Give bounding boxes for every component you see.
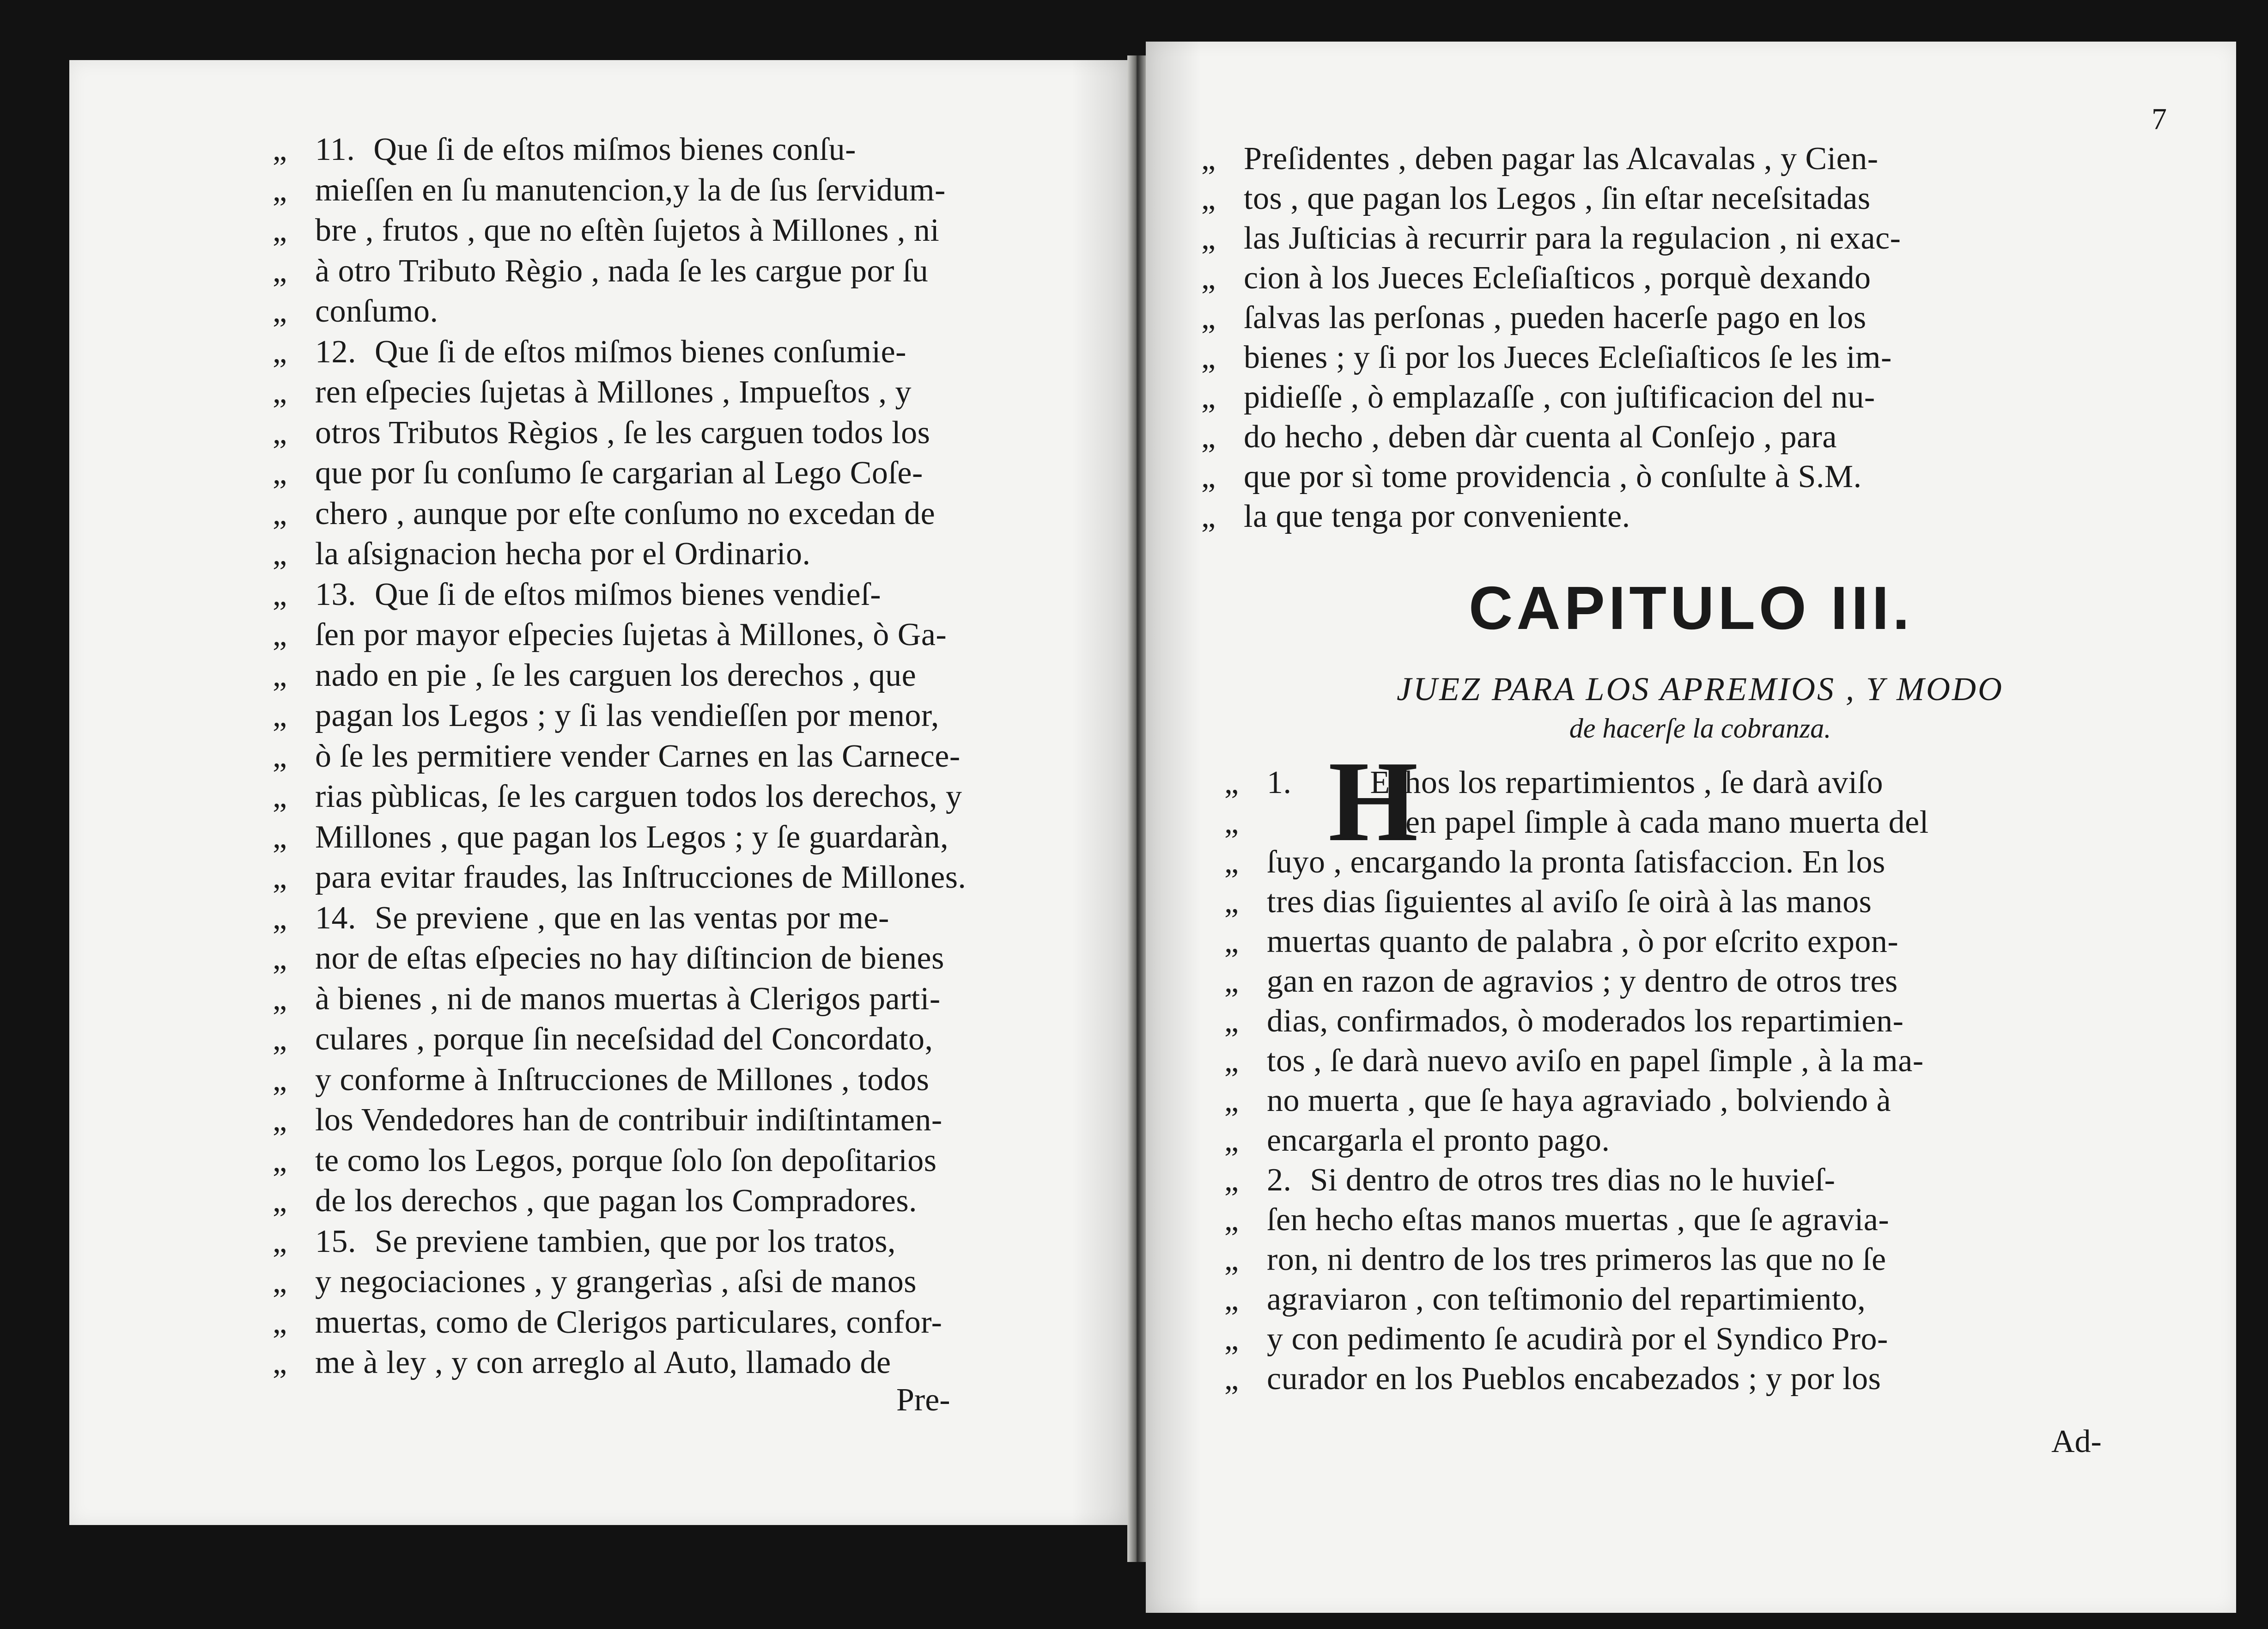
quote-mark: „	[273, 738, 287, 774]
quote-mark: „	[273, 1021, 287, 1057]
text-line	[1224, 921, 1898, 962]
quote-mark: „	[273, 1102, 287, 1138]
line-text: à bienes , ni de manos muertas à Clerigos parti-	[315, 981, 941, 1017]
paragraph-number: 13.	[315, 576, 356, 612]
text-line	[273, 857, 966, 898]
text-line	[273, 1060, 929, 1100]
quote-mark: „	[1201, 141, 1216, 177]
quote-mark: „	[273, 860, 287, 895]
line-text: Preſidentes , deben pagar las Alcavalas , y Cien-	[1244, 141, 1879, 177]
quote-mark: „	[1201, 300, 1216, 336]
line-text: y negociaciones , y grangerìas , aſsi de manos	[315, 1264, 917, 1300]
line-text: Se previene , que en las ventas por me-	[375, 900, 889, 936]
text-line	[1224, 1001, 1903, 1042]
quote-mark: „	[273, 617, 287, 653]
quote-mark: „	[273, 495, 287, 531]
quote-mark: „	[273, 132, 287, 167]
text-line	[273, 1302, 942, 1343]
text-line	[273, 210, 939, 251]
quote-mark: „	[1224, 765, 1239, 800]
quote-mark: „	[273, 1304, 287, 1340]
text-line	[273, 736, 961, 777]
quote-mark: „	[1201, 181, 1216, 216]
chapter-title: CAPITULO III.	[1469, 574, 1913, 642]
text-line	[1224, 1239, 1886, 1280]
quote-mark: „	[1224, 1321, 1239, 1357]
line-text: dias, confirmados, ò moderados los repartimien-	[1267, 1003, 1904, 1039]
text-line	[1201, 377, 1875, 418]
quote-mark: „	[1224, 1242, 1239, 1277]
paragraph-number: 12.	[315, 334, 356, 370]
text-line	[273, 1019, 933, 1060]
text-line	[273, 534, 811, 574]
quote-mark: „	[273, 455, 287, 491]
paragraph-number: 1.	[1267, 765, 1292, 800]
line-text: Echos los repartimientos , ſe darà aviſo	[1370, 765, 1884, 800]
line-text: de los derechos , que pagan los Compradores.	[315, 1183, 918, 1219]
quote-mark: „	[273, 900, 287, 936]
line-text: y conforme à Inſtrucciones de Millones , todos	[315, 1062, 930, 1098]
text-line	[1224, 882, 1872, 922]
right-catchword: Ad-	[2051, 1424, 2102, 1459]
text-line	[1224, 1080, 1891, 1121]
text-line	[273, 776, 962, 817]
quote-mark: „	[273, 1223, 287, 1259]
text-line	[273, 574, 881, 615]
text-line	[273, 1141, 937, 1181]
line-text: ſen hecho eſtas manos muertas , que ſe agravia-	[1267, 1202, 1890, 1238]
line-text: los Vendedores han de contribuir indiſtintamen-	[315, 1102, 942, 1138]
text-line	[273, 696, 939, 736]
line-text: bre , frutos , que no eſtèn ſujetos à Millones , ni	[315, 213, 940, 248]
quote-mark: „	[273, 1264, 287, 1300]
right-page	[1146, 42, 2236, 1613]
line-text: tos , ſe darà nuevo aviſo en papel ſimple , à la ma-	[1267, 1043, 1924, 1079]
quote-mark: „	[1224, 1162, 1239, 1198]
text-line	[273, 938, 944, 979]
text-line	[1201, 178, 1871, 219]
line-text: ſalvas las perſonas , pueden hacerſe pago en los	[1244, 300, 1867, 336]
text-line	[1224, 763, 1883, 803]
text-line	[273, 332, 906, 372]
text-line	[1224, 961, 1898, 1002]
line-text: para evitar fraudes, las Inſtrucciones de Millones.	[315, 860, 967, 895]
quote-mark: „	[273, 293, 287, 329]
paragraph-number: 2.	[1267, 1162, 1292, 1198]
line-text: no muerta , que ſe haya agraviado , bolviendo à	[1267, 1083, 1891, 1118]
text-line	[1201, 496, 1630, 537]
line-text: que por ſu conſumo ſe cargarian al Lego Coſe-	[315, 455, 923, 491]
paragraph-number: 11.	[315, 132, 355, 167]
quote-mark: „	[1201, 379, 1216, 415]
text-line	[1224, 1041, 1924, 1081]
left-catchword: Pre-	[896, 1382, 950, 1418]
quote-mark: „	[1201, 499, 1216, 534]
quote-mark: „	[1201, 419, 1216, 455]
line-text: Que ſi de eſtos miſmos bienes conſumie-	[375, 334, 906, 370]
text-line	[1201, 417, 1837, 458]
line-text: la aſsignacion hecha por el Ordinario.	[315, 536, 811, 572]
line-text: otros Tributos Règios , ſe les carguen todos los	[315, 415, 930, 451]
line-text: pidieſſe , ò emplazaſſe , con juſtificacion del nu-	[1244, 379, 1875, 415]
line-text: tos , que pagan los Legos , ſin eſtar neceſsitadas	[1244, 181, 1871, 216]
text-line	[273, 979, 941, 1019]
text-line	[1224, 1200, 1889, 1240]
line-text: y con pedimento ſe acudirà por el Syndico Pro-	[1267, 1321, 1888, 1357]
line-text: do hecho , deben dàr cuenta al Conſejo , para	[1244, 419, 1837, 455]
line-text: rias pùblicas, ſe les carguen todos los derechos, y	[315, 779, 962, 814]
quote-mark: „	[1201, 340, 1216, 375]
quote-mark: „	[273, 779, 287, 814]
text-line	[1224, 842, 1885, 883]
quote-mark: „	[273, 657, 287, 693]
text-line	[273, 615, 947, 655]
text-line	[1224, 1359, 1881, 1399]
text-line	[1201, 337, 1892, 378]
text-line	[1224, 1120, 1610, 1161]
text-line	[273, 494, 935, 534]
text-line	[273, 898, 889, 939]
quote-mark: „	[1201, 220, 1216, 256]
line-text: ò ſe les permitiere vender Carnes en las Carnece-	[315, 738, 961, 774]
line-text: las Juſticias à recurrir para la regulacion , ni exac-	[1244, 220, 1901, 256]
quote-mark: „	[273, 213, 287, 248]
quote-mark: „	[273, 374, 287, 410]
line-text: ſen por mayor eſpecies ſujetas à Millones, ò Ga-	[315, 617, 947, 653]
text-line	[1201, 457, 1862, 497]
quote-mark: „	[1224, 924, 1239, 959]
quote-mark: „	[273, 819, 287, 855]
chapter-subtitle-line2: de hacerſe la cobranza.	[1569, 713, 1831, 744]
quote-mark: „	[1224, 1003, 1239, 1039]
line-text: curador en los Pueblos encabezados ; y por los	[1267, 1361, 1881, 1397]
paragraph-number: 14.	[315, 900, 356, 936]
line-text: me à ley , y con arreglo al Auto, llamado de	[315, 1345, 891, 1380]
quote-mark: „	[1224, 844, 1239, 880]
line-text: encargarla el pronto pago.	[1267, 1123, 1610, 1158]
quote-mark: „	[273, 576, 287, 612]
text-line	[1224, 802, 1929, 843]
text-line	[273, 817, 949, 858]
quote-mark: „	[273, 1345, 287, 1380]
line-text: mieſſen en ſu manutencion,y la de ſus ſervidum-	[315, 172, 946, 208]
line-text: nor de eſtas eſpecies no hay diſtincion de bienes	[315, 940, 944, 976]
quote-mark: „	[1224, 1361, 1239, 1397]
quote-mark: „	[1201, 260, 1216, 296]
text-line	[1201, 298, 1867, 338]
text-line	[273, 1342, 891, 1383]
line-text: tres dias ſiguientes al aviſo ſe oirà à las manos	[1267, 884, 1872, 920]
left-page	[69, 60, 1127, 1525]
text-line	[273, 1181, 917, 1221]
drop-cap: H	[1328, 738, 1418, 866]
quote-mark: „	[1224, 805, 1239, 840]
text-line	[273, 251, 928, 292]
line-text: à otro Tributo Règio , nada ſe les cargue por ſu	[315, 253, 929, 289]
text-line	[273, 291, 438, 332]
line-text: ſuyo , encargando la pronta ſatisfaccion. En los	[1267, 844, 1885, 880]
line-text: la que tenga por conveniente.	[1244, 499, 1630, 534]
line-text: agraviaron , con teſtimonio del repartimiento,	[1267, 1281, 1866, 1317]
quote-mark: „	[273, 1183, 287, 1219]
quote-mark: „	[1224, 1043, 1239, 1079]
quote-mark: „	[273, 536, 287, 572]
line-text: Se previene tambien, que por los tratos,	[375, 1223, 896, 1259]
text-line	[1224, 1160, 1835, 1201]
line-text: Que ſi de eſtos miſmos bienes vendieſ-	[375, 576, 882, 612]
line-text: muertas quanto de palabra , ò por eſcrito expon-	[1267, 924, 1899, 959]
text-line	[273, 372, 912, 413]
quote-mark: „	[1224, 1123, 1239, 1158]
line-text: chero , aunque por eſte conſumo no excedan de	[315, 495, 936, 531]
text-line	[273, 170, 946, 211]
text-line	[1201, 218, 1901, 259]
quote-mark: „	[1224, 1281, 1239, 1317]
quote-mark: „	[273, 253, 287, 289]
quote-mark: „	[1224, 964, 1239, 999]
line-text: Que ſi de eſtos miſmos bienes conſu-	[373, 132, 856, 167]
line-text: cion à los Jueces Ecleſiaſticos , porquè dexando	[1244, 260, 1871, 296]
quote-mark: „	[273, 1062, 287, 1098]
text-line	[1201, 139, 1879, 179]
line-text: te como los Legos, porque ſolo ſon depoſitarios	[315, 1142, 937, 1178]
quote-mark: „	[273, 940, 287, 976]
quote-mark: „	[273, 1142, 287, 1178]
text-line	[273, 1100, 942, 1141]
quote-mark: „	[1224, 884, 1239, 920]
text-line	[273, 129, 856, 170]
text-line	[1224, 1319, 1888, 1360]
text-line	[1224, 1279, 1866, 1320]
book-gutter	[1127, 55, 1146, 1562]
chapter-subtitle: JUEZ PARA LOS APREMIOS , Y MODO	[1397, 671, 2004, 708]
text-line	[1201, 258, 1871, 299]
text-line	[273, 1221, 896, 1262]
line-text: en papel ſimple à cada mano muerta del	[1405, 805, 1929, 840]
quote-mark: „	[1224, 1202, 1239, 1238]
quote-mark: „	[273, 334, 287, 370]
line-text: pagan los Legos ; y ſi las vendieſſen por menor,	[315, 698, 939, 733]
quote-mark: „	[273, 698, 287, 733]
line-text: Millones , que pagan los Legos ; y ſe guardaràn,	[315, 819, 949, 855]
quote-mark: „	[1201, 459, 1216, 494]
quote-mark: „	[273, 415, 287, 451]
line-text: gan en razon de agravios ; y dentro de otros tres	[1267, 964, 1898, 999]
line-text: Si dentro de otros tres dias no le huvieſ-	[1310, 1162, 1836, 1198]
quote-mark: „	[1224, 1083, 1239, 1118]
line-text: ren eſpecies ſujetas à Millones , Impueſtos , y	[315, 374, 912, 410]
line-text: muertas, como de Clerigos particulares, confor-	[315, 1304, 942, 1340]
line-text: bienes ; y ſi por los Jueces Ecleſiaſticos ſe les im-	[1244, 340, 1892, 375]
text-line	[273, 655, 916, 696]
line-text: nado en pie , ſe les carguen los derechos , que	[315, 657, 917, 693]
line-text: ron, ni dentro de los tres primeros las que no ſe	[1267, 1242, 1886, 1277]
text-line	[273, 1262, 917, 1302]
text-line	[273, 453, 923, 494]
line-text: culares , porque ſin neceſsidad del Concordato,	[315, 1021, 933, 1057]
quote-mark: „	[273, 981, 287, 1017]
text-line	[273, 413, 930, 453]
line-text: conſumo.	[315, 293, 438, 329]
quote-mark: „	[273, 172, 287, 208]
line-text: que por sì tome providencia , ò conſulte à S.M.	[1244, 459, 1862, 494]
paragraph-number: 15.	[315, 1223, 356, 1259]
page-number: 7	[2152, 102, 2167, 136]
